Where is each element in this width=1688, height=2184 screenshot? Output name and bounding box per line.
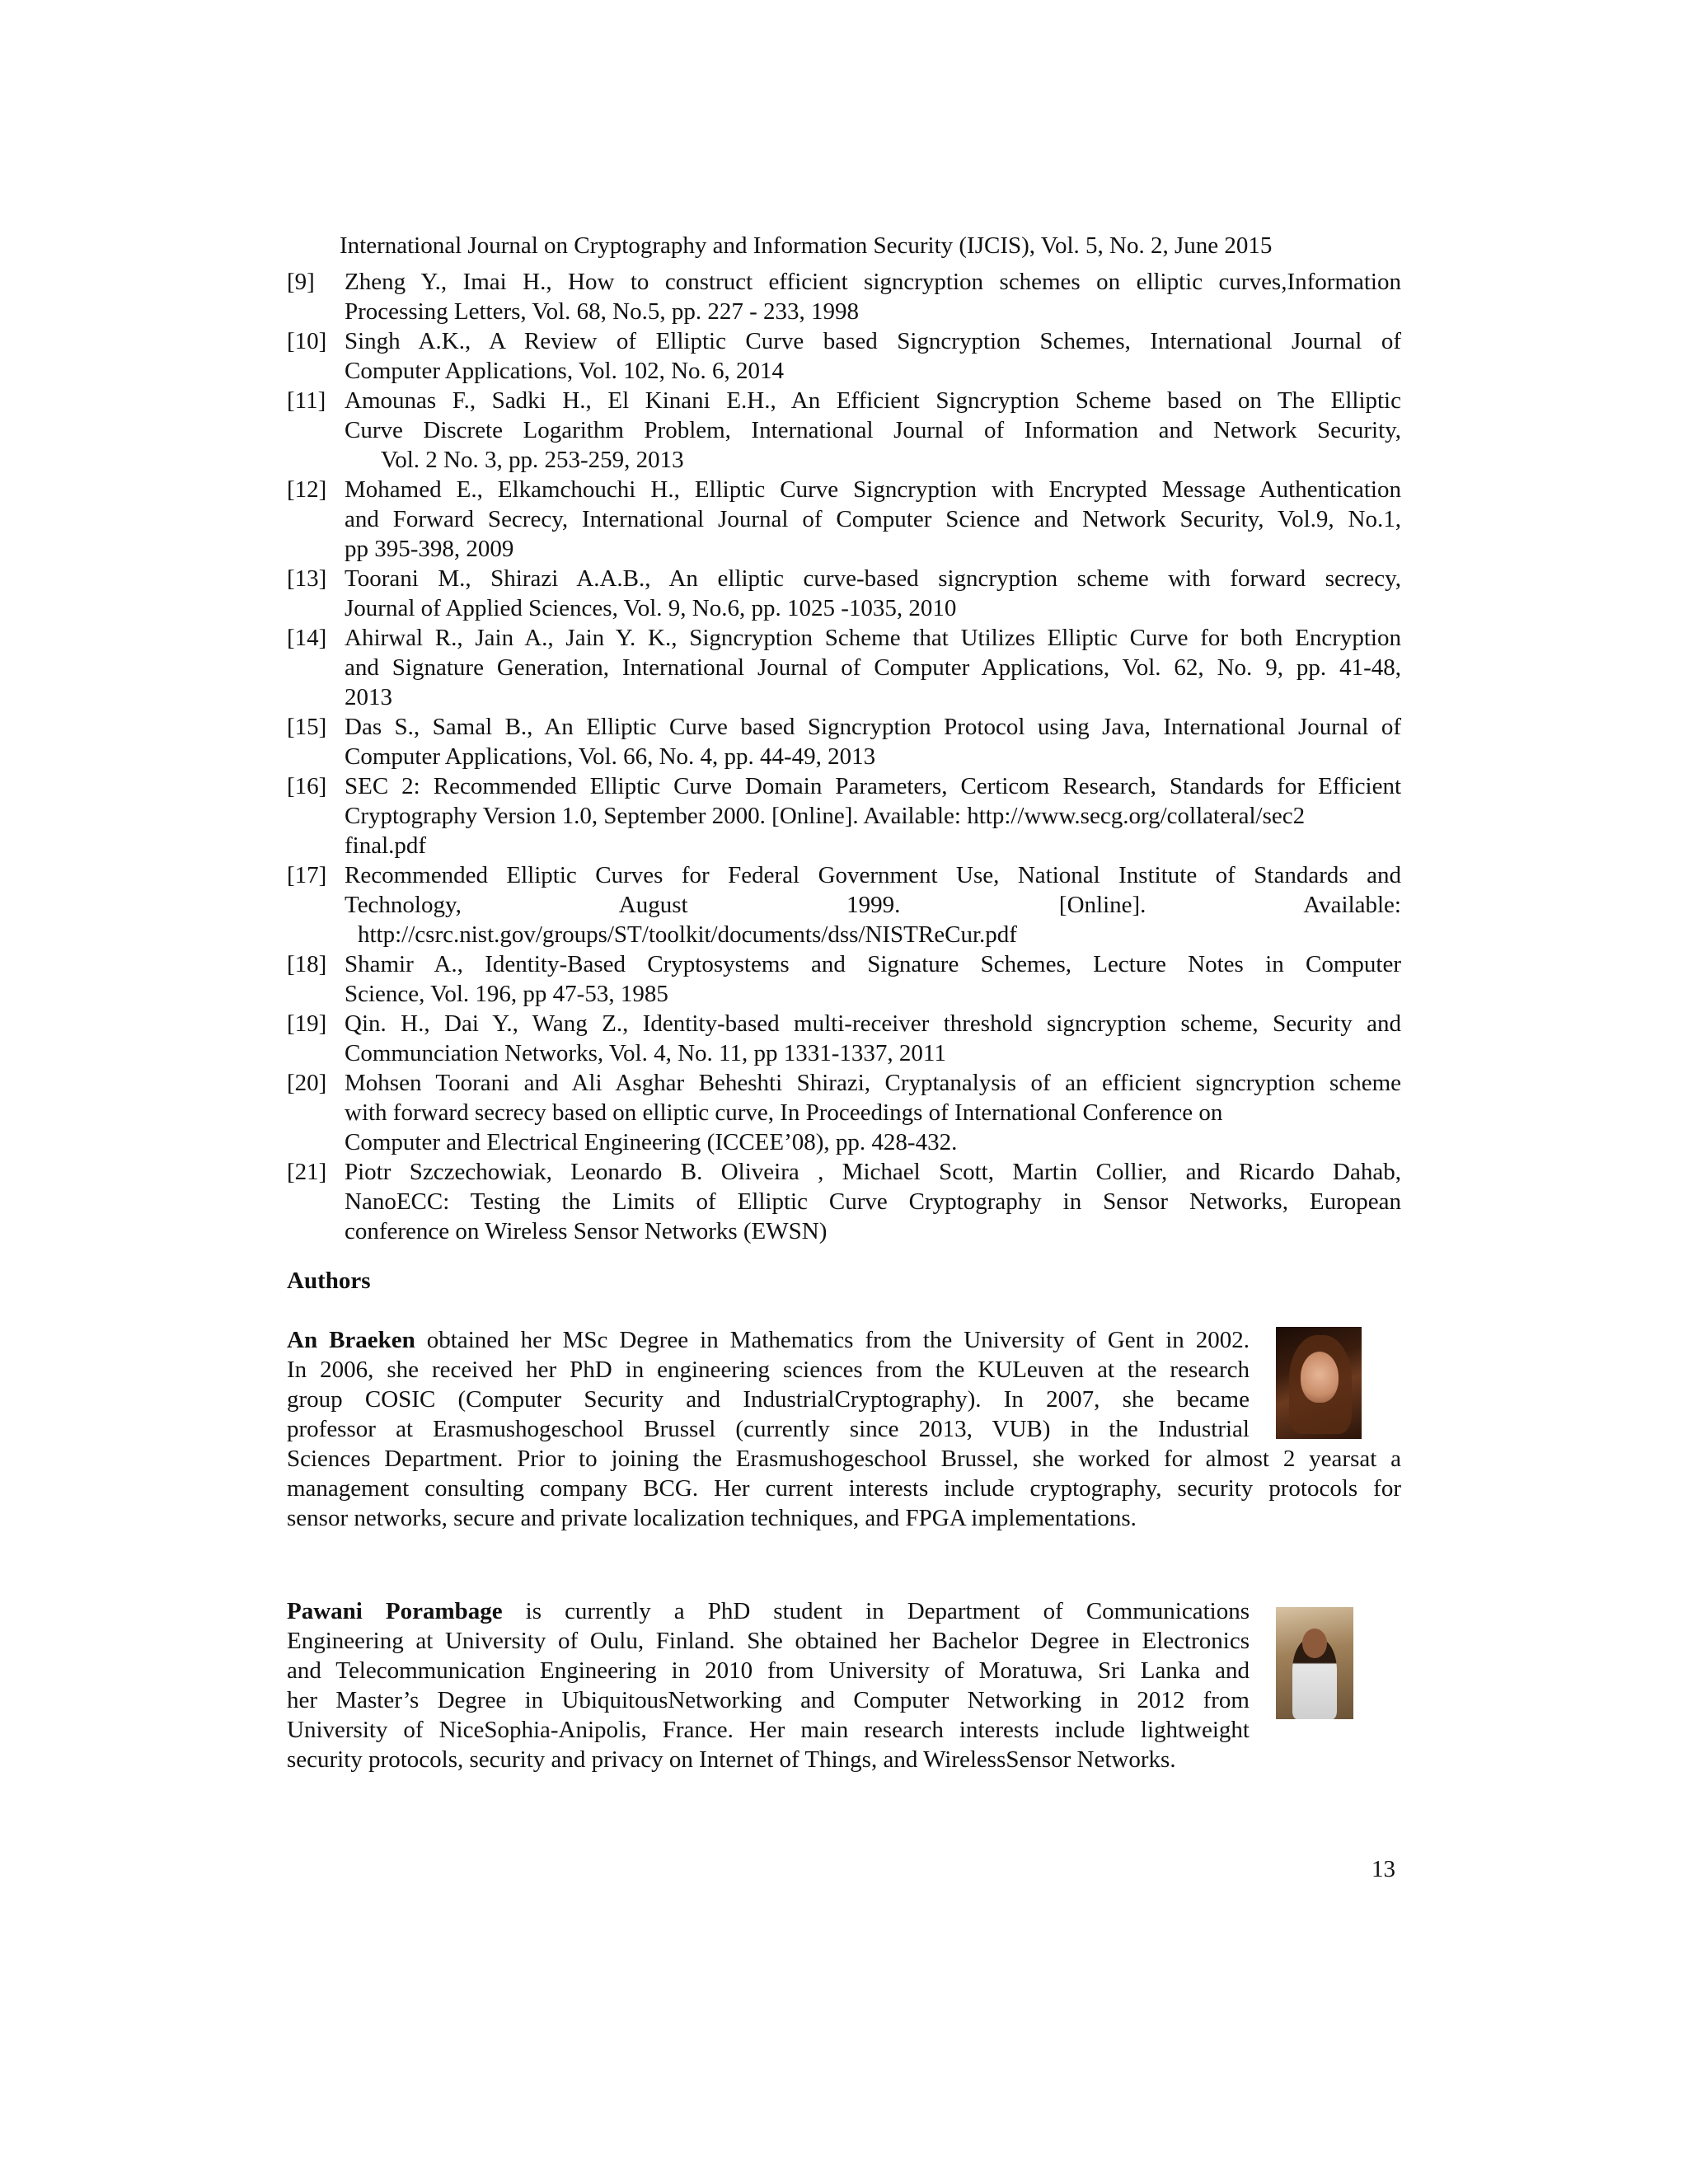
reference-line: Science, Vol. 196, pp 47-53, 1985 bbox=[345, 981, 668, 1007]
reference-line: with forward secrecy based on elliptic curve, In Proceedings of International Conference on bbox=[345, 1099, 1223, 1126]
reference-number: [10] bbox=[287, 328, 327, 354]
reference-item bbox=[287, 1009, 1401, 1068]
reference-text bbox=[345, 623, 1401, 712]
author-photo-porambage bbox=[1276, 1607, 1353, 1719]
reference-item bbox=[287, 267, 1401, 326]
reference-line: and Forward Secrecy, International Journal of Computer Science and Network Security, Vol.9, No.1, bbox=[345, 506, 1401, 532]
author-photo-braeken bbox=[1276, 1327, 1362, 1439]
bio-line: professor at Erasmushogeschool Brussel (currently since 2013, VUB) in the Industrial bbox=[287, 1416, 1250, 1442]
reference-text bbox=[345, 475, 1401, 564]
reference-line: final.pdf bbox=[345, 832, 427, 859]
bio-line: In 2006, she received her PhD in engineering sciences from the KULeuven at the research bbox=[287, 1357, 1250, 1383]
reference-text bbox=[345, 1009, 1401, 1068]
bio-line: management consulting company BCG. Her current interests include cryptography, security protocols for bbox=[287, 1475, 1401, 1502]
reference-number: [14] bbox=[287, 625, 327, 651]
reference-line: http://csrc.nist.gov/groups/ST/toolkit/documents/dss/NISTReCur.pdf bbox=[358, 921, 1017, 948]
bio-line: her Master’s Degree in UbiquitousNetworking and Computer Networking in 2012 from bbox=[287, 1687, 1250, 1713]
bio-line: Sciences Department. Prior to joining the Erasmushogeschool Brussel, she worked for almost 2 yearsat a bbox=[287, 1446, 1401, 1472]
bio-line: University of NiceSophia-Anipolis, France. Her main research interests include lightweight bbox=[287, 1717, 1250, 1743]
reference-line: SEC 2: Recommended Elliptic Curve Domain Parameters, Certicom Research, Standards for Efficient bbox=[345, 773, 1401, 799]
reference-line: Ahirwal R., Jain A., Jain Y. K., Signcryption Scheme that Utilizes Elliptic Curve for both Encryption bbox=[345, 625, 1401, 651]
reference-line: Computer Applications, Vol. 66, No. 4, pp. 44-49, 2013 bbox=[345, 743, 876, 770]
reference-item bbox=[287, 326, 1401, 386]
reference-line: conference on Wireless Sensor Networks (EWSN) bbox=[345, 1218, 828, 1244]
reference-line: Computer and Electrical Engineering (ICCEE’08), pp. 428-432. bbox=[345, 1129, 958, 1155]
reference-number: [12] bbox=[287, 476, 327, 503]
reference-line: Technology, August 1999. [Online]. Available: bbox=[345, 892, 1401, 918]
reference-line: Shamir A., Identity-Based Cryptosystems and Signature Schemes, Lecture Notes in Computer bbox=[345, 951, 1401, 977]
reference-text bbox=[345, 386, 1401, 475]
author-name: Pawani Porambage bbox=[287, 1598, 503, 1624]
bio-line: and Telecommunication Engineering in 2010 from University of Moratuwa, Sri Lanka and bbox=[287, 1657, 1250, 1684]
reference-line: Recommended Elliptic Curves for Federal Government Use, National Institute of Standards and bbox=[345, 862, 1401, 888]
reference-item bbox=[287, 623, 1401, 712]
reference-line: Computer Applications, Vol. 102, No. 6, 2014 bbox=[345, 358, 785, 384]
reference-line: Toorani M., Shirazi A.A.B., An elliptic curve-based signcryption scheme with forward secrecy, bbox=[345, 565, 1401, 592]
bio-line: group COSIC (Computer Security and IndustrialCryptography). In 2007, she became bbox=[287, 1386, 1250, 1413]
reference-line: Singh A.K., A Review of Elliptic Curve based Signcryption Schemes, International Journal of bbox=[345, 328, 1401, 354]
bio-line: Engineering at University of Oulu, Finland. She obtained her Bachelor Degree in Electronics bbox=[287, 1628, 1250, 1654]
reference-line: Qin. H., Dai Y., Wang Z., Identity-based multi-receiver threshold signcryption scheme, Security and bbox=[345, 1010, 1401, 1037]
reference-item bbox=[287, 475, 1401, 564]
reference-item bbox=[287, 1157, 1401, 1246]
reference-list bbox=[287, 267, 1401, 1246]
author-bio-porambage bbox=[287, 1596, 1401, 1774]
reference-number: [21] bbox=[287, 1159, 327, 1185]
reference-item bbox=[287, 949, 1401, 1009]
bio-line: security protocols, security and privacy on Internet of Things, and WirelessSensor Networks. bbox=[287, 1746, 1176, 1773]
reference-line: Cryptography Version 1.0, September 2000. [Online]. Available: http://www.secg.org/collateral/sec2 bbox=[345, 803, 1306, 829]
reference-text bbox=[345, 564, 1401, 623]
reference-text bbox=[345, 1068, 1401, 1157]
reference-text bbox=[345, 949, 1401, 1009]
reference-line: Das S., Samal B., An Elliptic Curve based Signcryption Protocol using Java, International Journal of bbox=[345, 714, 1401, 740]
reference-item bbox=[287, 860, 1401, 949]
reference-number: [11] bbox=[287, 387, 326, 414]
reference-text bbox=[345, 860, 1401, 949]
reference-item bbox=[287, 1068, 1401, 1157]
bio-line-text: is currently a PhD student in Department of Communications bbox=[502, 1598, 1250, 1624]
reference-text bbox=[345, 267, 1401, 326]
reference-text bbox=[345, 771, 1401, 860]
author-bio-braeken bbox=[287, 1325, 1401, 1533]
bio-line: sensor networks, secure and private localization techniques, and FPGA implementations. bbox=[287, 1505, 1137, 1531]
reference-item bbox=[287, 564, 1401, 623]
reference-number: [16] bbox=[287, 773, 327, 799]
reference-line: Communciation Networks, Vol. 4, No. 11, pp 1331-1337, 2011 bbox=[345, 1040, 946, 1066]
reference-item bbox=[287, 386, 1401, 475]
reference-line: Mohamed E., Elkamchouchi H., Elliptic Curve Signcryption with Encrypted Message Authentication bbox=[345, 476, 1401, 503]
reference-number: [9] bbox=[287, 269, 315, 295]
reference-line: pp 395-398, 2009 bbox=[345, 536, 514, 562]
reference-text bbox=[345, 712, 1401, 771]
reference-line: Processing Letters, Vol. 68, No.5, pp. 227 - 233, 1998 bbox=[345, 298, 860, 325]
reference-number: [18] bbox=[287, 951, 327, 977]
reference-line: Amounas F., Sadki H., El Kinani E.H., An Efficient Signcryption Scheme based on The Elliptic bbox=[345, 387, 1401, 414]
reference-line: NanoECC: Testing the Limits of Elliptic Curve Cryptography in Sensor Networks, European bbox=[345, 1188, 1401, 1215]
bio-line bbox=[287, 1596, 1250, 1626]
reference-item bbox=[287, 712, 1401, 771]
reference-line: 2013 bbox=[345, 684, 392, 710]
reference-number: [13] bbox=[287, 565, 327, 592]
reference-number: [20] bbox=[287, 1070, 327, 1096]
reference-line: Curve Discrete Logarithm Problem, International Journal of Information and Network Security, bbox=[345, 417, 1401, 443]
author-name: An Braeken bbox=[287, 1327, 415, 1353]
running-header: International Journal on Cryptography and Information Security (IJCIS), Vol. 5, No. 2, June 2015 bbox=[340, 232, 1273, 259]
page-number: 13 bbox=[1372, 1856, 1395, 1882]
reference-line: and Signature Generation, International Journal of Computer Applications, Vol. 62, No. 9, pp. 41-48, bbox=[345, 654, 1401, 681]
reference-number: [17] bbox=[287, 862, 327, 888]
reference-number: [15] bbox=[287, 714, 327, 740]
reference-line: Piotr Szczechowiak, Leonardo B. Oliveira , Michael Scott, Martin Collier, and Ricardo Dahab, bbox=[345, 1159, 1401, 1185]
reference-line: Mohsen Toorani and Ali Asghar Beheshti Shirazi, Cryptanalysis of an efficient signcryption scheme bbox=[345, 1070, 1401, 1096]
reference-item bbox=[287, 771, 1401, 860]
reference-text bbox=[345, 326, 1401, 386]
bio-line-text: obtained her MSc Degree in Mathematics from the University of Gent in 2002. bbox=[415, 1327, 1250, 1353]
reference-line: Journal of Applied Sciences, Vol. 9, No.6, pp. 1025 -1035, 2010 bbox=[345, 595, 957, 621]
reference-line: Zheng Y., Imai H., How to construct efficient signcryption schemes on elliptic curves,Information bbox=[345, 269, 1401, 295]
reference-number: [19] bbox=[287, 1010, 327, 1037]
bio-line bbox=[287, 1325, 1250, 1355]
reference-text bbox=[345, 1157, 1401, 1246]
authors-heading: Authors bbox=[287, 1268, 371, 1294]
reference-line: Vol. 2 No. 3, pp. 253-259, 2013 bbox=[381, 447, 684, 473]
